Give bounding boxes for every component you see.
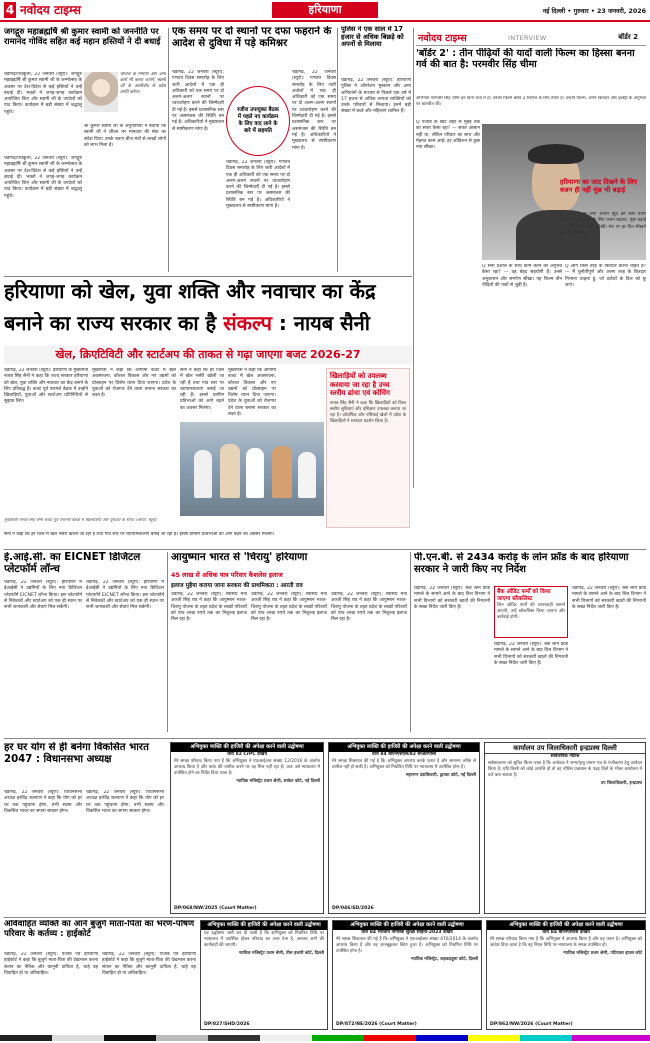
brief5-body: चंडीगढ़, 22 जनवरी (ब्यूरो): पंजाब एवं हरियाणा हाईकोर्ट ने कहा कि बुजुर्ग माता-पिता की देखभाल करना संतान का नैतिक और कानूनी दायित्व है, चाहे वह विवाहित हो या अविवाहित। <box>4 952 98 976</box>
notice-5-ref: DP/872/NE/2026 (Court Matter) <box>336 1022 417 1027</box>
notice-3 <box>484 742 646 914</box>
story2-body: चंडीगढ़, 22 जनवरी (ब्यूरो): गणतंत्र दिवस समारोह के लिए जारी आदेशों में एक ही अधिकारी को एक समय पर दो अलग-अलग स्थानों पर ध्वजारोहण करने की जिम्मेदारी दी गई है। इससे प्रशासनिक स्तर पर असमंजस की स्थिति बन गई है। अधिकारियों ने मुख्यालय से स्पष्टीकरण मांगा है। <box>172 70 224 132</box>
brand-logo: नवोदय टाइम्स <box>20 3 82 17</box>
notice-2 <box>328 742 480 914</box>
interview-qa-3: Q सनी देओल के साथ काम करने का अनुभव कैसा रहा? — वह बेहद सहयोगी हैं। उनसे अनुशासन और समर्पण सीखा। यह फिल्म तीन पीढ़ियों की यादों से जुड़ी है। <box>482 264 562 288</box>
notice-4-body: यह उद्घोषणा जारी कर दी जाती है कि अभियुक्त को निर्धारित तिथि पर न्यायालय में उपस्थित होकर परिवाद का उत्तर देना है, अन्यथा आगे की कार्यवाही की जाएगी। <box>204 931 324 948</box>
lead-body-a: चंडीगढ़, 22 जनवरी (ब्यूरो): हरियाणा के मुख्यमंत्री नायब सिंह सैनी ने कहा कि राज्य सरकार हरियाणा को खेल, युवा शक्ति और नवाचार का केंद्र बनाने के लिए प्रतिबद्ध है। बजट पूर्व परामर्श बैठक में उन्होंने खिलाड़ियों, युवाओं और स्टार्टअप प्रतिनिधियों से सुझाव लिए। <box>4 368 88 405</box>
color-registration-strip <box>0 1035 650 1041</box>
brief5-headline: अविवाहित व्यक्ति का आने बुजुर्ग माता-पिता का भरण-पोषण परिवार के कर्तव्य : हाईकोर्ट <box>4 920 195 939</box>
notice-6-sub: धारा 84 बीएनएसएस देखिये <box>542 930 590 935</box>
lead-subhead: खेल, क्रिएटिविटी और स्टार्टअप की ताकत से गढ़ा जाएगा बजट 2026-27 <box>4 346 412 364</box>
swami-photo <box>84 72 118 112</box>
interview-headline: 'बॉर्डर 2' : तीन पीढ़ियों की यादों वाली फिल्म का हिस्सा बनना गर्व की बात है: परमवीर सिंह चीमा <box>416 48 635 71</box>
lead-sidebar-body: नायब सिंह सैनी ने कहा कि खिलाड़ियों को विश्व स्तरीय सुविधाएं और प्रशिक्षण उपलब्ध कराया जा रहा है। ओलंपिक और एशियाई खेलों में प्रदेश के खिलाड़ियों ने शानदार प्रदर्शन किया है। <box>330 400 406 424</box>
brief3-body: चंडीगढ़, 22 जनवरी (ब्यूरो): बैंक लोन फ्रॉड मामले के सामने आने के बाद वित्त विभाग ने सभी विभागों को सरकारी खातों की निगरानी के सख्त निर्देश जारी किए हैं। <box>414 586 490 610</box>
notice-5 <box>332 920 482 1030</box>
interview-qa-1: Q पंजाब के छोटे शहर से मुंबई तक का सफर कैसा रहा? — सफर आसान नहीं था, लेकिन परिवार का साथ और मेहनत काम आई। हर ऑडिशन से कुछ नया सीखा। <box>416 120 480 151</box>
notice-6-ref: DP/862/NW/2026 (Court Matter) <box>490 1022 573 1027</box>
interview-tag: INTERVIEW <box>508 34 547 42</box>
interview-photo-caption: हरियाणा का जाट दिखने के लिए वजन ही नहीं मूंछ भी बढ़ाई <box>560 178 638 194</box>
interview-qa-4: Q आगे किस तरह के किरदार करना चाहते हैं? — मैं चुनौतीपूर्ण और अलग तरह के किरदार निभाना चाहता हूं, जो दर्शकों के दिल को छू जाएं। <box>565 264 646 288</box>
notice-3-sign: उप जिलाधिकारी, इन्द्रप्रस्थ <box>600 780 642 786</box>
notice-1-title: अभियुक्त व्यक्ति की हाजिरी की अपेक्षा करने वाली उद्घोषणा <box>171 743 323 752</box>
lead-headline-line2 <box>4 312 412 344</box>
brief1-headline: ई.आई.सी. का EICNET डिजिटल प्लेटफॉर्म लॉन्च <box>4 552 141 575</box>
brief3-box <box>494 586 568 638</box>
story2-callout <box>226 86 290 156</box>
notice-1-sub: धारा 82 CrPC देखिये <box>227 752 267 757</box>
notice-3-sub: सार्वजनिक नोटिस <box>550 754 580 759</box>
lead-photo-caption: मुख्यमंत्री नायब सिंह सैनी बजट पूर्व परामर्श बैठक में खिलाड़ियों और युवाओं के साथ। (छाया: ब्यूरो) <box>4 518 157 523</box>
notice-4-sign: न्यायिक मजिस्ट्रेट प्रथम श्रेणी, तीस हजारी कोर्ट, दिल्ली <box>238 950 324 956</box>
lead-headline-line2-a: बनाने का राज्य सरकार का है <box>4 312 224 335</box>
story1-quote: चौपाल के निर्माण और अन्य कार्य भी कराए जाएंगे, स्वामी जी के आशीर्वाद से प्रदेश प्रगति करेगा। <box>120 72 166 95</box>
story3-headline: पुलिस ने एक साल में 17 हजार से अधिक बिछड़े को अपनों से मिलाया <box>341 26 404 49</box>
brief4-body: चंडीगढ़, 22 जनवरी (ब्यूरो): विधानसभा अध्यक्ष हरविंद्र कल्याण ने कहा कि योग को हर घर तक पहुंचाना होगा, तभी स्वस्थ और विकसित भारत का सपना साकार होगा। <box>4 790 82 814</box>
story1-body-c: चंडीगढ़/पंचकूला, 22 जनवरी (ब्यूरो): जगद्गुरु महाब्रह्मर्षि श्री कुमार स्वामी जी के जन्मोत्सव के अवसर पर देश-विदेश से कई हस्तियों ने उन्हें बधाई दी। भक्तों ने जगह-जगह कार्यक्रम आयोजित किए और स्वामी जी के उपदेशों को याद किया। कार्यक्रम में बड़ी संख्या में श्रद्धालु पहुंचे। <box>4 156 82 199</box>
notice-2-ref: DP/046/SD/2026 <box>332 906 374 911</box>
lead-headline-line1: हरियाणा को खेल, युवा शक्ति और नवाचार का केंद्र <box>4 280 376 303</box>
lead-body-c: सैनी ने कहा कि हर जिले में खेल नर्सरी खोली जा रही हैं तथा गांव स्तर पर व्यायामशालाएं बनाई जा रही हैं। इससे ग्रामीण प्रतिभाओं को आगे बढ़ने का अवसर मिलेगा। <box>180 368 224 411</box>
notice-3-body: सर्वसाधारण को सूचित किया जाता है कि आवेदक ने जन्म/मृत्यु प्रमाण पत्र के पंजीकरण हेतु आवेदन किया है। यदि किसी को कोई आपत्ति हो तो वह नोटिस प्रकाशन के पंद्रह दिनों के भीतर कार्यालय में दर्ज करा सकता है। <box>488 761 642 778</box>
brief3-body-b: चंडीगढ़, 22 जनवरी (ब्यूरो): बैंक लोन फ्रॉड मामले के सामने आने के बाद वित्त विभाग ने सभी विभागों को सरकारी खातों की निगरानी के सख्त निर्देश जारी किए हैं। <box>494 642 568 666</box>
notice-1-body: मेरे समक्ष परिवाद किया गया है कि अभियुक्त ने एफआईआर संख्या 12/2016 के अंतर्गत अपराध किया है और वारंट की तामील करने पर वह मिल नहीं रहा है। अतः उसे न्यायालय में उपस्थित होने का निर्देश दिया जाता है। <box>174 759 320 776</box>
lead-headline-line2-b: : नायब सैनी <box>271 312 370 335</box>
brief4-headline: हर घर योग से ही बनेगा विकसित भारत 2047 : विधानसभा अध्यक्ष <box>4 742 149 765</box>
notice-5-title: अभियुक्त व्यक्ति की हाजिरी की अपेक्षा करने वाली उद्घोषणा <box>333 921 481 930</box>
notice-6-title: अभियुक्त व्यक्ति की हाजिरी की अपेक्षा करने वाली उद्घोषणा <box>487 921 645 930</box>
lead-sidebar <box>326 368 410 528</box>
notice-6 <box>486 920 646 1030</box>
notice-5-sub: धारा 84 भारतीय नागरिक सुरक्षा संहिता-2023 देखिये <box>361 930 453 935</box>
notice-5-body: मेरे समक्ष शिकायत की गई है कि अभियुक्त ने एफआईआर संख्या 470/2014 के अंतर्गत अपराध किया है और वह जानबूझकर छिपा हुआ है। अभियुक्त को निर्धारित तिथि पर उपस्थित होना है। <box>336 937 478 954</box>
story1-body-b: श्री कुमार स्वामी जी के अनुयायियों ने बताया कि स्वामी जी ने जीवन भर मानवता की सेवा का संदेश दिया। उनके बताए बीज मंत्रों से लाखों लोगों को लाभ मिला है। <box>84 124 166 148</box>
notice-4-title: अभियुक्त व्यक्ति की हाजिरी की अपेक्षा करने वाली उद्घोषणा <box>201 921 327 930</box>
brief1-body-b: चंडीगढ़, 22 जनवरी (ब्यूरो): हरियाणा में ईआईसी ने उद्यमियों के लिए नया डिजिटल प्लेटफॉर्म EICNET लॉन्च किया। इस प्लेटफॉर्म से निवेशकों और स्टार्टअप को एक ही स्थान पर सभी जानकारी और सेवाएं मिल सकेंगी। <box>86 580 164 611</box>
story2-body-c: चंडीगढ़, 22 जनवरी (ब्यूरो): गणतंत्र दिवस समारोह के लिए जारी आदेशों में एक ही अधिकारी को एक समय पर दो अलग-अलग स्थानों पर ध्वजारोहण करने की जिम्मेदारी दी गई है। इससे प्रशासनिक स्तर पर असमंजस की स्थिति बन गई है। अधिकारियों ने मुख्यालय से स्पष्टीकरण मांगा है। <box>226 160 290 210</box>
notice-2-title: अभियुक्त व्यक्ति की हाजिरी की अपेक्षा करने वाली उद्घोषणा <box>329 743 479 752</box>
brief3-body-c: चंडीगढ़, 22 जनवरी (ब्यूरो): बैंक लोन फ्रॉड मामले के सामने आने के बाद वित्त विभाग ने सभी विभागों को सरकारी खातों की निगरानी के सख्त निर्देश जारी किए हैं। <box>572 586 646 610</box>
story3-body: चंडीगढ़, 22 जनवरी (ब्यूरो): हरियाणा पुलिस ने ऑपरेशन मुस्कान और अन्य अभियानों के माध्यम से पिछले एक वर्ष में 17 हजार से अधिक लापता व्यक्तियों को उनके परिवारों से मिलाया। इनमें बड़ी संख्या में बच्चे और महिलाएं शामिल हैं। <box>341 78 411 115</box>
story1-headline: जगद्गुरु महाब्रह्मर्षि श्री कुमार स्वामी को जननीति पर रामानंद गोविंद सहित कई महान हस्तियों ने दी बधाई <box>4 27 161 46</box>
lead-photo <box>180 422 324 516</box>
page-number: 4 <box>5 3 15 17</box>
notice-2-sub: धारा 84 बीएनएसएस/82 सीआरपीसी <box>371 752 437 757</box>
story2-body-b: चंडीगढ़, 22 जनवरी (ब्यूरो): गणतंत्र दिवस समारोह के लिए जारी आदेशों में एक ही अधिकारी को एक समय पर दो अलग-अलग स्थानों पर ध्वजारोहण करने की जिम्मेदारी दी गई है। इससे प्रशासनिक स्तर पर असमंजस की स्थिति बन गई है। अधिकारियों ने मुख्यालय से स्पष्टीकरण मांगा है। <box>292 70 336 151</box>
interview-intro: अभिनेता परमवीर सिंह चीमा इन दिनों चर्चा में हैं। उनकी फिल्म बॉर्डर 2 रिलीज के लिए तैयार है। उन्होंने फिल्म, अपने किरदार और इंडस्ट्री के अनुभवों पर बातचीत की। <box>416 96 646 107</box>
lead-body-d: मुख्यमंत्री ने कहा कि आगामी बजट में खेल अवसंरचना, कौशल विकास और नए उद्यमों को प्रोत्साहन पर विशेष ध्यान दिया जाएगा। प्रदेश के युवाओं को रोजगार देने वाला बनाना सरकार का लक्ष्य है। <box>228 368 276 418</box>
notice-6-sign: न्यायिक मजिस्ट्रेट प्रथम श्रेणी, पटियाला हाउस कोर्ट <box>563 950 642 956</box>
lead-body-b: मुख्यमंत्री ने कहा कि आगामी बजट में खेल अवसंरचना, कौशल विकास और नए उद्यमों को प्रोत्साहन पर विशेष ध्यान दिया जाएगा। प्रदेश के युवाओं को रोजगार देने वाला बनाना सरकार का लक्ष्य है। <box>92 368 176 399</box>
interview-label <box>416 30 646 46</box>
lead-sidebar-headline: खिलाड़ियों को उपलब्ध करवाया जा रहा है उच्च स्तरीय ढांचा एवं कोचिंग <box>330 372 390 398</box>
notice-3-title: कार्यालय उप जिलाधिकारी इन्द्रप्रस्थ दिल्ली <box>485 743 645 754</box>
notice-4-ref: DP/827/SHD/2026 <box>204 1022 250 1027</box>
story2-callout-text: रजौरा उपायुक्त बैठक में पहले नए कार्यक्रम के लिए वाद लाने के बारे में सहमति <box>237 107 279 134</box>
story1-body-a: चंडीगढ़/पंचकूला, 22 जनवरी (ब्यूरो): जगद्गुरु महाब्रह्मर्षि श्री कुमार स्वामी जी के जन्मोत्सव के अवसर पर देश-विदेश से कई हस्तियों ने उन्हें बधाई दी। भक्तों ने जगह-जगह कार्यक्रम आयोजित किए और स्वामी जी के उपदेशों को याद किया। कार्यक्रम में बड़ी संख्या में श्रद्धालु पहुंचे। <box>4 72 82 115</box>
notice-1-sign: न्यायिक मजिस्ट्रेट प्रथम श्रेणी, साकेत कोर्ट, नई दिल्ली <box>236 778 320 784</box>
notice-4 <box>200 920 328 1030</box>
lead-headline-highlight: संकल्प <box>223 312 272 335</box>
brief2-body: चंडीगढ़, 22 जनवरी (ब्यूरो): स्वास्थ्य मंत्री आरती सिंह राव ने कहा कि आयुष्मान भारत-चिरायु योजना के तहत प्रदेश के लाखों परिवारों को पांच लाख रुपये तक का निशुल्क इलाज मिल रहा है। <box>171 592 247 623</box>
interview-brand: नवोदय टाइम्स <box>418 33 467 44</box>
section-title: हरियाणा <box>272 2 378 18</box>
lead-body-e: सैनी ने कहा कि हर जिले में खेल नर्सरी खोली जा रही हैं तथा गांव स्तर पर व्यायामशालाएं बनाई जा रही हैं। इससे ग्रामीण प्रतिभाओं को आगे बढ़ने का अवसर मिलेगा। <box>4 532 275 537</box>
brief2-headline: आयुष्मान भारत से 'चिरायु' हरियाणा <box>171 552 308 563</box>
brief2-kicker: इलाज मुहैया कराया जाना सरकार की प्राथमिकता : आरती राव <box>171 583 303 589</box>
brief3-headline: पी.एन.बी. से 2434 करोड़ के लोन फ्रॉड के बाद हरियाणा सरकार ने जारी किए नए निर्देश <box>414 552 629 575</box>
brief2-body-b: चंडीगढ़, 22 जनवरी (ब्यूरो): स्वास्थ्य मंत्री आरती सिंह राव ने कहा कि आयुष्मान भारत-चिरायु योजना के तहत प्रदेश के लाखों परिवारों को पांच लाख रुपये तक का निशुल्क इलाज मिल रहा है। <box>251 592 327 623</box>
brief3-box-title: बैंक ऑडिट फर्मों को किया जाएगा ब्लैकलिस्ट <box>497 589 551 602</box>
brief3-box-body: जिन ऑडिट फर्मों की लापरवाही सामने आएगी, उन्हें ब्लैकलिस्ट किया जाएगा और कार्रवाई होगी। <box>497 603 565 620</box>
notice-1 <box>170 742 324 914</box>
brief5-body-b: चंडीगढ़, 22 जनवरी (ब्यूरो): पंजाब एवं हरियाणा हाईकोर्ट ने कहा कि बुजुर्ग माता-पिता की देखभाल करना संतान का नैतिक और कानूनी दायित्व है, चाहे वह विवाहित हो या अविवाहित। <box>102 952 196 976</box>
brief2-body-c: चंडीगढ़, 22 जनवरी (ब्यूरो): स्वास्थ्य मंत्री आरती सिंह राव ने कहा कि आयुष्मान भारत-चिरायु योजना के तहत प्रदेश के लाखों परिवारों को पांच लाख रुपये तक का निशुल्क इलाज मिल रहा है। <box>331 592 407 623</box>
brief2-subhead: 45 लाख से अधिक पात्र परिवार कैशलेस इलाज <box>171 571 283 579</box>
brief1-body: चंडीगढ़, 22 जनवरी (ब्यूरो): हरियाणा में ईआईसी ने उद्यमियों के लिए नया डिजिटल प्लेटफॉर्म EICNET लॉन्च किया। इस प्लेटफॉर्म से निवेशकों और स्टार्टअप को एक ही स्थान पर सभी जानकारी और सेवाएं मिल सकेंगी। <box>4 580 82 611</box>
brief4-body-b: चंडीगढ़, 22 जनवरी (ब्यूरो): विधानसभा अध्यक्ष हरविंद्र कल्याण ने कहा कि योग को हर घर तक पहुंचाना होगा, तभी स्वस्थ और विकसित भारत का सपना साकार होगा। <box>86 790 164 814</box>
notice-2-body: मेरे समक्ष शिकायत की गई है कि अभियुक्त अपराध करके फरार है और सामान्य तरीके से तामील नहीं हो सकी है। अभियुक्त को निर्धारित तिथि पर न्यायालय में उपस्थित होना है। <box>332 759 476 770</box>
notice-6-body: मेरे समक्ष परिवाद किया गया है कि अभियुक्त ने अपराध किया है और वह फरार है। अभियुक्त को आदेश दिया जाता है कि वह नियत तिथि पर न्यायालय के समक्ष उपस्थित हो। <box>490 937 642 948</box>
interview-qa-2: Q बॉर्डर 2 के लिए आपने खुद को कैसे तैयार किया? — किरदार के लिए वजन बढ़ाया, मूंछ बढ़ाई और हरियाणवी बोली सीखी। सेट पर हर दिन सीखने का मौका मिला। <box>560 212 646 236</box>
story2-headline: एक समय पर दो स्थानों पर दफा फहराने के आदेश से दुविधा में पड़े कमिश्नर <box>172 26 332 49</box>
notice-2-sign: महानगर दंडाधिकारी, द्वारका कोर्ट, नई दिल्ली <box>405 772 476 778</box>
notice-1-ref: DP/068/NW/2025 (Court Matter) <box>174 906 257 911</box>
dateline: नई दिल्ली • गुरुवार • 23 जनवरी, 2026 <box>542 8 646 15</box>
notice-5-sign: न्यायिक मजिस्ट्रेट, कड़कड़डूमा कोर्ट, दिल्ली <box>410 956 478 962</box>
interview-episode: बॉर्डर 2 <box>618 33 638 41</box>
page-masthead <box>0 0 650 22</box>
